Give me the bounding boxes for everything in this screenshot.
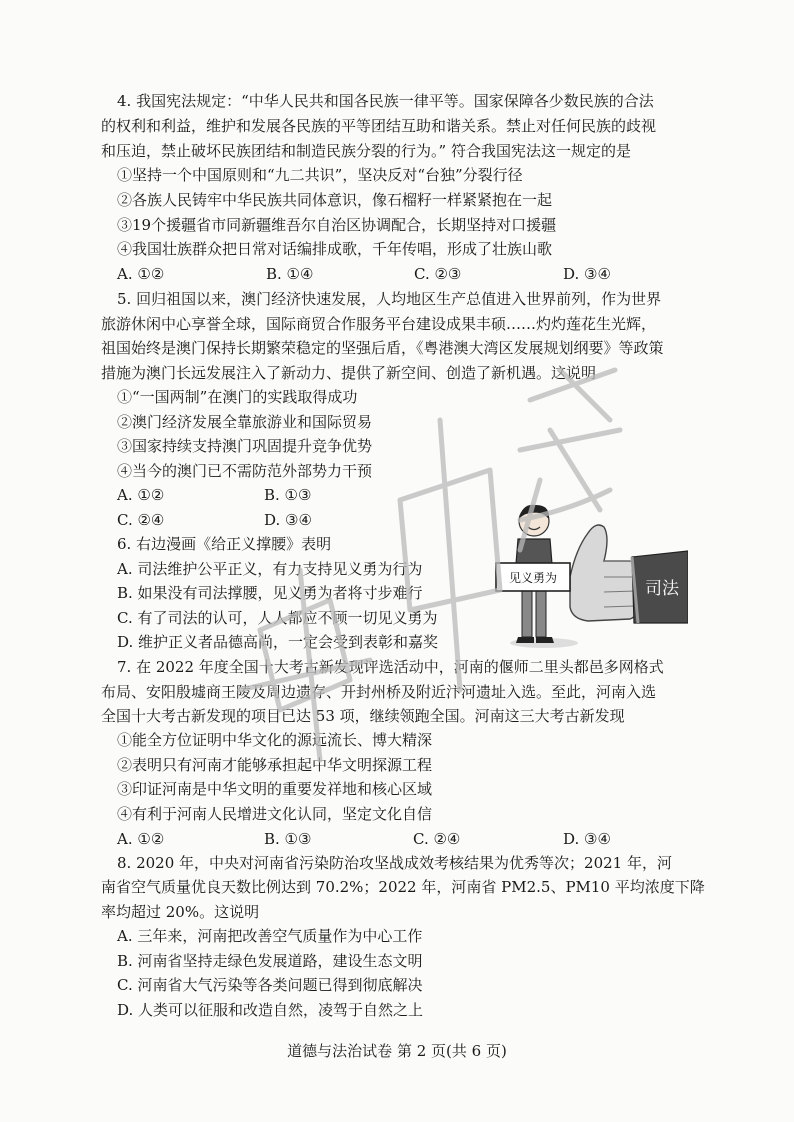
q7-stem-line-3: 全国十大考古新发现的项目已达 53 项，继续领跑全国。河南这三大考古新发现 [101,707,625,725]
q4-stem-line-1: 4. 我国宪法规定：“中华人民共和国各民族一律平等。国家保障各少数民族的合法 [117,92,654,110]
q4-statement-1: ①坚持一个中国原则和“九二共识”，坚决反对“台独”分裂行径 [117,166,523,184]
q6-option-c[interactable]: C. 有了司法的认可，人人都应不顾一切见义勇为 [117,609,438,627]
q7-option-c[interactable]: C. ②④ [413,830,461,848]
boy-right-leg [536,589,546,637]
q5-statement-4: ④当今的澳门已不需防范外部势力干预 [117,462,373,480]
q7-statement-2: ②表明只有河南才能够承担起中华文明探源工程 [117,756,433,774]
q7-statement-4: ④有利于河南人民增进文化认同，坚定文化自信 [117,805,433,823]
justice-cartoon [492,497,688,653]
q5-option-c[interactable]: C. ②④ [117,511,165,529]
q4-option-a[interactable]: A. ①② [117,265,165,283]
q4-stem-line-2: 的权利和利益，维护和发展各民族的平等团结互助和谐关系。禁止对任何民族的歧视 [101,117,657,135]
q7-stem-line-2: 布局、安阳殷墟商王陵及周边遗存、开封州桥及附近汴河遗址入选。至此，河南入选 [101,683,657,701]
q5-statement-1: ①“一国两制”在澳门的实践取得成功 [117,388,358,406]
q5-statement-2: ②澳门经济发展全靠旅游业和国际贸易 [117,413,373,431]
q5-statement-3: ③国家持续支持澳门巩固提升竞争优势 [117,437,373,455]
q7-option-b[interactable]: B. ①③ [264,830,312,848]
q4-option-c[interactable]: C. ②③ [414,265,462,283]
q7-stem-line-1: 7. 在 2022 年度全国十大考古新发现评选活动中，河南的偃师二里头都邑多网格式 [117,658,664,676]
page-footer: 道德与法治试卷 第 2 页(共 6 页) [287,1042,507,1060]
q7-option-a[interactable]: A. ①② [117,830,165,848]
q8-stem-line-2: 南省空气质量优良天数比例达到 70.2%；2022 年，河南省 PM2.5、PM10 平均浓度下降 [101,878,705,896]
q5-option-d[interactable]: D. ③④ [264,511,312,529]
q7-statement-3: ③印证河南是中华文明的重要发祥地和核心区域 [117,780,433,798]
q8-stem-line-1: 8. 2020 年，中央对河南省污染防治攻坚战成效考核结果为优秀等次；2021 年，河 [117,854,672,872]
q6-option-d[interactable]: D. 维护正义者品德高尚，一定会受到表彰和嘉奖 [117,633,439,651]
q7-statement-1: ①能全方位证明中华文化的源远流长、博大精深 [117,731,433,749]
q4-option-b[interactable]: B. ①④ [266,265,314,283]
q4-stem-line-3: 和压迫，禁止破坏民族团结和制造民族分裂的行为。” 符合我国宪法这一规定的是 [101,142,631,160]
q5-option-b[interactable]: B. ①③ [264,486,312,504]
q8-option-a[interactable]: A. 三年来，河南把改善空气质量作为中心工作 [117,927,423,945]
boy-left-leg [522,589,532,637]
q6-option-a[interactable]: A. 司法维护公平正义，有力支持见义勇为行为 [117,560,423,578]
q5-stem-line-3: 祖国始终是澳门保持长期繁荣稳定的坚强后盾，《粤港澳大湾区发展规划纲要》等政策 [101,339,664,357]
q4-option-d[interactable]: D. ③④ [563,265,611,283]
q7-option-d[interactable]: D. ③④ [563,830,611,848]
q5-stem-line-2: 旅游休闲中心享誉全球，国际商贸合作服务平台建设成果丰硕……灼灼莲花生光辉， [101,315,657,333]
sign-label: 见义勇为 [508,571,558,585]
q4-statement-4: ④我国壮族群众把日常对话编排成歌，千年传唱，形成了壮族山歌 [117,240,553,258]
q4-statement-2: ②各族人民铸牢中华民族共同体意识，像石榴籽一样紧紧抱在一起 [117,191,553,209]
q4-statement-3: ③19个援疆省市同新疆维吾尔自治区协调配合，长期坚持对口援疆 [117,216,557,234]
q8-option-d[interactable]: D. 人类可以征服和改造自然，凌驾于自然之上 [117,1001,424,1019]
q5-stem-line-1: 5. 回归祖国以来，澳门经济快速发展，人均地区生产总值进入世界前列，作为世界 [117,290,662,308]
q8-option-b[interactable]: B. 河南省坚持走绿色发展道路，建设生态文明 [117,952,423,970]
q6-option-b[interactable]: B. 如果没有司法撑腰，见义勇为者将寸步难行 [117,584,423,602]
sleeve-label: 司法 [645,579,679,599]
q5-option-a[interactable]: A. ①② [117,486,165,504]
q5-stem-line-4: 措施为澳门长远发展注入了新动力、提供了新空间、创造了新机遇。这说明 [101,364,597,382]
q8-option-c[interactable]: C. 河南省大气污染等各类问题已得到彻底解决 [117,976,423,994]
q8-stem-line-3: 率均超过 20%。这说明 [101,903,260,921]
q6-stem: 6. 右边漫画《给正义撑腰》表明 [117,535,332,553]
